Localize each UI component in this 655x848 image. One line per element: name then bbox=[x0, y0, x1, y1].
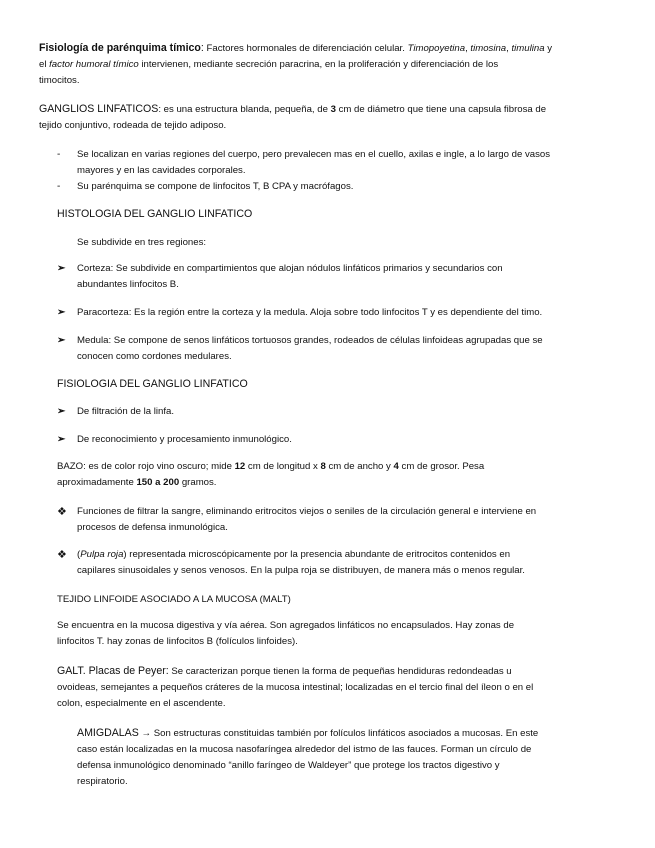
ganglios-size: 3 bbox=[330, 104, 336, 115]
bazo-item-1-line-2: procesos de defensa inmunológica. bbox=[77, 522, 228, 533]
histologia-item-text bbox=[77, 261, 503, 293]
amigdalas-label: AMIGDALAS bbox=[77, 727, 139, 739]
dash-item-1-line-1: Se localizan en varias regiones del cuerpo, pero prevalecen mas en el cuello, axilas e ingle, a lo largo de vasos bbox=[77, 149, 551, 160]
arrow-bullet-icon: ➢ bbox=[57, 307, 66, 318]
parenquima-text-a: Factores hormonales de diferenciación celular. bbox=[203, 43, 408, 54]
bazo-item-text bbox=[77, 547, 525, 579]
dash-item-2-line-1: Su parénquima se compone de linfocitos T, B CPA y macrófagos. bbox=[77, 181, 354, 192]
bazo-text-f: gramos. bbox=[179, 477, 217, 488]
arrow-bullet-icon: ➢ bbox=[57, 335, 66, 346]
term-timopoyetina: Timopoyetina bbox=[407, 43, 466, 54]
amigdalas-text-a: Son estructuras constituidas también por folículos linfáticos asociados a mucosas. En este bbox=[153, 728, 539, 739]
bazo-text-a: : es de color rojo vino oscuro; mide bbox=[83, 461, 235, 472]
histologia-item-1-line-1: Corteza: Se subdivide en compartimientos que alojan nódulos linfáticos primarios y secundarios con bbox=[77, 263, 503, 274]
term-factor-humoral: factor humoral tímico bbox=[49, 59, 139, 70]
parenquima-line-3: timocitos. bbox=[39, 75, 80, 86]
dash-marker: - bbox=[57, 149, 61, 160]
bazo-weight: 150 a 200 bbox=[136, 477, 180, 488]
bazo-text-b: cm de longitud x bbox=[245, 461, 321, 472]
term-pulpa-roja: Pulpa roja bbox=[80, 549, 124, 560]
arrow-bullet-icon: ➢ bbox=[57, 434, 66, 445]
amigdalas-line-1 bbox=[77, 725, 632, 742]
malt-title: TEJIDO LINFOIDE ASOCIADO A LA MUCOSA (MALT) bbox=[57, 594, 291, 605]
malt-line-1: Se encuentra en la mucosa digestiva y vía aérea. Son agregados linfáticos no encapsulados. Hay zonas de bbox=[57, 620, 515, 631]
bazo-length: 12 bbox=[234, 461, 246, 472]
bazo-item-2-line-2: capilares sinusoidales y senos venosos. En la pulpa roja se distribuyen, de manera más o menos regular. bbox=[77, 565, 525, 576]
term-timosina: timosina bbox=[470, 43, 507, 54]
histologia-item-3-line-2: conocen como cordones medulares. bbox=[77, 351, 232, 362]
histologia-title: HISTOLOGIA DEL GANGLIO LINFATICO bbox=[57, 208, 253, 220]
galt-line-3: colon, especialmente en el ascendente. bbox=[57, 698, 226, 709]
amigdalas-line-2: caso están localizadas en la mucosa nasofaríngea alrededor del istmo de las fauces. Forman un círculo de bbox=[77, 744, 532, 755]
bazo-item-1-text: Funciones de filtrar la sangre, eliminando eritrocitos viejos o seniles de la circulación general e interviene en bbox=[77, 506, 537, 517]
bazo-line-1 bbox=[57, 459, 627, 475]
dash-item-text bbox=[77, 179, 353, 195]
parenquima-line-1 bbox=[39, 40, 629, 57]
comma-2: , bbox=[506, 43, 512, 54]
bazo-paragraph bbox=[57, 459, 627, 491]
histologia-item-text bbox=[77, 305, 542, 321]
article-el: el bbox=[39, 59, 50, 70]
parenquima-sep: : bbox=[200, 42, 204, 54]
galt-line-1 bbox=[57, 663, 632, 680]
term-timulina: timulina bbox=[511, 43, 545, 54]
fisiologia-title: FISIOLOGIA DEL GANGLIO LINFATICO bbox=[57, 378, 248, 390]
ganglios-text-b: cm de diámetro que tiene una capsula fibrosa de bbox=[335, 104, 547, 115]
parenquima-text-b: intervienen, mediante secreción paracrina, en la proliferación y diferenciación de los bbox=[138, 59, 499, 70]
right-arrow-icon: → bbox=[138, 728, 154, 739]
histologia-item-1-line-2: abundantes linfocitos B. bbox=[77, 279, 179, 290]
fisiologia-item-1-text: De filtración de la linfa. bbox=[77, 406, 175, 417]
bazo-item-text bbox=[77, 504, 536, 536]
amigdalas-paragraph bbox=[77, 725, 632, 790]
paren-open: ( bbox=[77, 549, 81, 560]
comma-1: , bbox=[465, 43, 471, 54]
galt-paragraph bbox=[57, 663, 632, 712]
bazo-item-2-text: ) representada microscópicamente por la presencia abundante de eritrocitos contenidos en bbox=[123, 549, 511, 560]
parenquima-label: Fisiología de parénquima tímico bbox=[39, 42, 201, 54]
bazo-text-e: aproximadamente bbox=[57, 477, 137, 488]
arrow-bullet-icon: ➢ bbox=[57, 263, 66, 274]
ganglios-line-1 bbox=[39, 101, 629, 118]
bazo-width: 8 bbox=[320, 461, 326, 472]
diamond-bullet-icon: ❖ bbox=[57, 549, 67, 561]
dash-item-text bbox=[77, 147, 550, 179]
ganglios-text-a: : es una estructura blanda, pequeña, de bbox=[158, 104, 331, 115]
bazo-label: BAZO bbox=[57, 461, 84, 472]
bazo-item-2-line-1 bbox=[77, 547, 525, 563]
histologia-item-3-line-1: Medula: Se compone de senos linfáticos tortuosos grandes, rodeados de células linfoideas agrupadas que se bbox=[77, 335, 543, 346]
parenquima-paragraph bbox=[39, 40, 629, 89]
galt-label: GALT. Placas de Peyer: bbox=[57, 665, 169, 677]
parenquima-line-2 bbox=[39, 57, 629, 73]
fisiologia-item-2-text: De reconocimiento y procesamiento inmunológico. bbox=[77, 434, 292, 445]
diamond-bullet-icon: ❖ bbox=[57, 506, 67, 518]
bazo-item-1-line-1 bbox=[77, 504, 536, 520]
malt-line-2: linfocitos T. hay zonas de linfocitos B (folículos linfoides). bbox=[57, 636, 298, 647]
dash-item-1-line-2: mayores y en las cavidades corporales. bbox=[77, 165, 246, 176]
malt-paragraph bbox=[57, 618, 627, 650]
bazo-text-d: cm de grosor. Pesa bbox=[398, 461, 485, 472]
conj-y: y bbox=[544, 43, 553, 54]
galt-line-2: ovoideas, semejantes a pequeños cráteres de la mucosa intestinal; localizadas en el tercio final del íleon o en el bbox=[57, 682, 534, 693]
bazo-text-c: cm de ancho y bbox=[325, 461, 394, 472]
ganglios-line-2: tejido conjuntivo, rodeada de tejido adiposo. bbox=[39, 120, 227, 131]
arrow-bullet-icon: ➢ bbox=[57, 406, 66, 417]
bazo-thickness: 4 bbox=[393, 461, 399, 472]
histologia-item-2-line-1: Paracorteza: Es la región entre la corteza y la medula. Aloja sobre todo linfocitos T y es dependiente del timo. bbox=[77, 307, 543, 318]
ganglios-paragraph bbox=[39, 101, 629, 134]
ganglios-label: GANGLIOS LINFATICOS bbox=[39, 103, 159, 115]
amigdalas-line-3: defensa inmunológico denominado “anillo faríngeo de Waldeyer” que protege los tractos digestivo y bbox=[77, 760, 500, 771]
galt-text-a: Se caracterizan porque tienen la forma de pequeñas hendiduras redondeadas u bbox=[168, 666, 512, 677]
amigdalas-line-4: respiratorio. bbox=[77, 776, 128, 787]
histologia-intro: Se subdivide en tres regiones: bbox=[77, 237, 207, 248]
histologia-item-text bbox=[77, 333, 543, 365]
dash-marker: - bbox=[57, 181, 61, 192]
bazo-line-2 bbox=[57, 475, 627, 491]
